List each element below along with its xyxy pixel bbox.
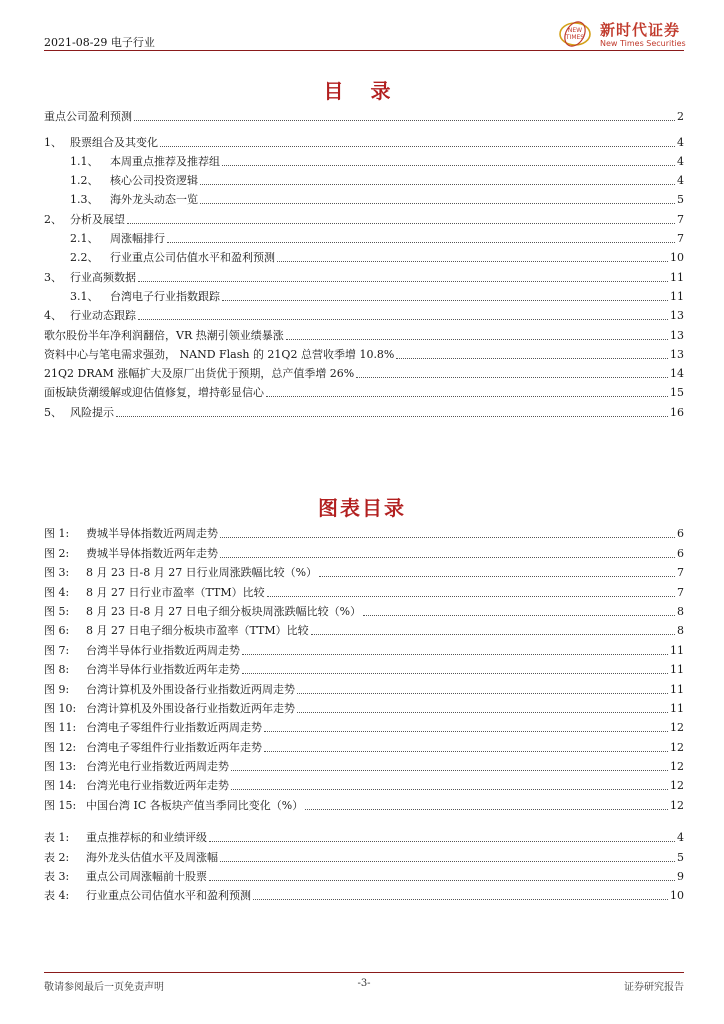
figure-entry-label — [44, 760, 231, 774]
header-divider — [44, 50, 684, 51]
toc-entry-page: 13 — [670, 347, 684, 361]
figure-entry-number: 图 9: — [44, 682, 70, 696]
table-entry-page: 10 — [670, 889, 684, 903]
figure-entry-label — [44, 683, 297, 697]
figure-entry-label — [44, 586, 267, 600]
figure-entry[interactable] — [44, 677, 684, 696]
figure-entry-text: 费城半导体指数近两周走势 — [86, 527, 218, 541]
dot-leader — [127, 223, 675, 224]
figure-entry-number: 图 1: — [44, 527, 70, 541]
dot-leader — [305, 809, 668, 810]
toc-entry-label — [70, 251, 277, 265]
toc-entry[interactable] — [44, 246, 684, 265]
figure-entry-label — [44, 702, 297, 716]
dot-leader — [200, 184, 675, 185]
toc-entry-label — [44, 271, 138, 285]
toc-entry-label — [44, 309, 138, 323]
figure-entry-page: 7 — [677, 585, 684, 599]
figure-entry-label — [44, 527, 220, 541]
figure-entry[interactable] — [44, 541, 684, 560]
figure-entry-label — [44, 547, 220, 561]
page-number: -3- — [357, 978, 371, 989]
page-header — [44, 18, 684, 52]
figure-entry-number: 图 14: — [44, 779, 77, 793]
figure-entry-page: 12 — [670, 760, 684, 774]
dot-leader — [396, 358, 668, 359]
toc-entry[interactable] — [44, 188, 684, 207]
table-entry-number: 表 2: — [44, 850, 70, 864]
toc-entry-text: 行业动态跟踪 — [70, 309, 136, 323]
toc-entry-text: 本周重点推荐及推荐组 — [110, 154, 220, 168]
figure-entry-number: 图 8: — [44, 663, 70, 677]
toc-entry-number: 3、 — [44, 270, 62, 284]
toc-entry-number: 4、 — [44, 309, 62, 323]
table-entry-page: 4 — [677, 831, 684, 845]
table-entry[interactable] — [44, 884, 684, 903]
figure-entry-number: 图 4: — [44, 585, 70, 599]
toc-entry-page: 13 — [670, 328, 684, 342]
toc-entry-number: 2.2、 — [70, 251, 99, 265]
table-entry-number: 表 4: — [44, 889, 70, 903]
figure-entry[interactable] — [44, 580, 684, 599]
figure-entry[interactable] — [44, 793, 684, 812]
dot-leader — [356, 377, 668, 378]
toc-entry-text: 21Q2 DRAM 涨幅扩大及原厂出货优于预期，总产值季增 26% — [44, 367, 355, 381]
dot-leader — [242, 673, 668, 674]
toc-entry[interactable] — [44, 265, 684, 284]
toc-entry-label — [44, 348, 396, 362]
logo-chinese-name: 新时代证券 — [600, 21, 681, 39]
figure-entry-label — [44, 644, 242, 658]
dot-leader — [264, 731, 668, 732]
table-entry-number: 表 1: — [44, 831, 70, 845]
toc-entry-text: 资料中心与笔电需求强劲， NAND Flash 的 21Q2 总营收季增 10.8% — [44, 347, 395, 361]
toc-entry-label — [70, 155, 222, 169]
toc-entry-text: 歌尔股份半年净利润翻倍，VR 热潮引领业绩暴涨 — [44, 328, 284, 342]
dot-leader — [134, 120, 675, 121]
toc-entry[interactable] — [44, 400, 684, 419]
figure-entry-text: 台湾电子零组件行业指数近两年走势 — [86, 740, 262, 754]
toc-entry-label — [44, 386, 266, 400]
toc-entry-page: 7 — [677, 212, 684, 226]
figures-toc-title: 图表目录 — [318, 496, 406, 520]
toc-entry-number: 1.3、 — [70, 193, 99, 207]
toc-entry[interactable] — [44, 343, 684, 362]
figure-entry[interactable] — [44, 600, 684, 619]
dot-leader — [160, 146, 675, 147]
table-entry-label — [44, 851, 220, 865]
toc-entry-page: 2 — [677, 110, 684, 124]
toc-entry-label — [44, 329, 286, 343]
footer-report-type: 证券研究报告 — [624, 982, 684, 993]
toc-entry[interactable] — [44, 130, 684, 149]
toc-entry-number: 2.1、 — [70, 232, 99, 246]
figure-entry-page: 12 — [670, 740, 684, 754]
figure-entry-page: 12 — [670, 779, 684, 793]
toc-entry-page: 10 — [670, 251, 684, 265]
toc-entry-page: 15 — [670, 386, 684, 400]
toc-entry[interactable] — [44, 323, 684, 342]
footer-disclaimer: 敬请参阅最后一页免责声明 — [44, 982, 164, 993]
dot-leader — [220, 557, 675, 558]
table-entry-text: 海外龙头估值水平及周涨幅 — [86, 850, 218, 864]
toc-entry-page: 4 — [677, 154, 684, 168]
table-entry-label — [44, 870, 209, 884]
figure-entry-text: 台湾半导体行业指数近两年走势 — [86, 663, 240, 677]
dot-leader — [138, 281, 668, 282]
toc-entry-text: 面板缺货潮缓解或迎估值修复，增持彰显信心 — [44, 386, 264, 400]
table-entry-page: 5 — [677, 850, 684, 864]
toc-entry-label — [44, 110, 134, 124]
toc-entry-page: 14 — [670, 367, 684, 381]
figure-entry[interactable] — [44, 735, 684, 754]
figure-entry-page: 11 — [670, 701, 684, 715]
toc-entry[interactable] — [44, 285, 684, 304]
figure-entry[interactable] — [44, 697, 684, 716]
figure-entry-page: 6 — [677, 546, 684, 560]
toc-title: 目 录 — [323, 79, 401, 103]
toc-entry-number: 1.2、 — [70, 174, 99, 188]
table-entry[interactable] — [44, 865, 684, 884]
company-logo — [534, 18, 684, 52]
figure-entry-number: 图 12: — [44, 740, 77, 754]
figure-entry-number: 图 5: — [44, 604, 70, 618]
figure-entry-number: 图 2: — [44, 546, 70, 560]
figure-entry-number: 图 3: — [44, 566, 70, 580]
dot-leader — [200, 203, 675, 204]
figure-entry-label — [44, 779, 231, 793]
figure-entry[interactable] — [44, 755, 684, 774]
toc-entry-number: 1.1、 — [70, 154, 99, 168]
dot-leader — [277, 261, 668, 262]
table-of-contents — [44, 105, 684, 420]
toc-entry-label — [70, 290, 222, 304]
figure-entry-number: 图 15: — [44, 798, 77, 812]
table-entry-page: 9 — [677, 869, 684, 883]
figures-list — [44, 522, 684, 813]
toc-entry-text: 分析及展望 — [70, 212, 125, 226]
toc-entry-page: 11 — [670, 289, 684, 303]
tables-list — [44, 826, 684, 903]
figure-entry-text: 台湾电子零组件行业指数近两周走势 — [86, 721, 262, 735]
toc-entry[interactable] — [44, 381, 684, 400]
toc-entry[interactable] — [44, 227, 684, 246]
logo-emblem-text: NEW — [567, 27, 583, 34]
figure-entry[interactable] — [44, 619, 684, 638]
figure-entry-label — [44, 566, 319, 580]
table-entry-text: 行业重点公司估值水平和盈利预测 — [86, 889, 251, 903]
logo-emblem-icon — [558, 20, 592, 48]
toc-entry-number: 5、 — [44, 405, 62, 419]
dot-leader — [222, 300, 668, 301]
table-entry[interactable] — [44, 826, 684, 845]
toc-entry-text: 重点公司盈利预测 — [44, 110, 132, 124]
toc-entry-text: 行业重点公司估值水平和盈利预测 — [110, 251, 275, 265]
table-entry-label — [44, 831, 209, 845]
toc-entry-page: 11 — [670, 270, 684, 284]
figure-entry[interactable] — [44, 658, 684, 677]
toc-entry[interactable] — [44, 150, 684, 169]
figure-entry-number: 图 10: — [44, 701, 77, 715]
toc-entry-text: 风险提示 — [70, 405, 114, 419]
toc-entry-text: 行业高频数据 — [70, 270, 136, 284]
toc-entry-number: 1、 — [44, 135, 62, 149]
figure-entry-text: 费城半导体指数近两年走势 — [86, 546, 218, 560]
toc-entry-page: 5 — [677, 193, 684, 207]
figure-entry-text: 8 月 23 日-8 月 27 日行业周涨跌幅比较（%） — [86, 566, 318, 580]
figure-entry[interactable] — [44, 638, 684, 657]
dot-leader — [253, 899, 668, 900]
header-date-industry: 2021-08-29 电子行业 — [44, 36, 155, 49]
dot-leader — [167, 242, 675, 243]
dot-leader — [231, 770, 668, 771]
toc-entry-text: 核心公司投资逻辑 — [110, 174, 198, 188]
dot-leader — [297, 693, 668, 694]
figure-entry-label — [44, 799, 305, 813]
toc-entry-page: 4 — [677, 174, 684, 188]
toc-entry-page: 7 — [677, 232, 684, 246]
figure-entry-page: 6 — [677, 527, 684, 541]
toc-entry-page: 13 — [670, 309, 684, 323]
toc-entry-text: 海外龙头动态一览 — [110, 193, 198, 207]
dot-leader — [220, 861, 675, 862]
toc-entry[interactable] — [44, 169, 684, 188]
table-entry-text: 重点公司周涨幅前十股票 — [86, 869, 207, 883]
figure-entry-label — [44, 663, 242, 677]
toc-entry-label — [44, 406, 116, 420]
figure-entry-number: 图 13: — [44, 760, 77, 774]
toc-entry-label — [70, 174, 200, 188]
toc-entry[interactable] — [44, 105, 684, 124]
figure-entry-page: 11 — [670, 663, 684, 677]
dot-leader — [220, 537, 675, 538]
toc-entry-label — [70, 232, 167, 246]
toc-entry-label — [44, 213, 127, 227]
dot-leader — [116, 416, 668, 417]
toc-entry-text: 周涨幅排行 — [110, 232, 165, 246]
dot-leader — [209, 841, 675, 842]
figure-entry-text: 8 月 27 日行业市盈率（TTM）比较 — [86, 585, 265, 599]
toc-entry-number: 2、 — [44, 212, 62, 226]
dot-leader — [267, 596, 675, 597]
figure-entry-label — [44, 624, 311, 638]
dot-leader — [209, 880, 675, 881]
table-entry[interactable] — [44, 845, 684, 864]
figure-entry-label — [44, 721, 264, 735]
dot-leader — [231, 789, 668, 790]
figure-entry[interactable] — [44, 774, 684, 793]
figure-entry[interactable] — [44, 522, 684, 541]
figure-entry-text: 台湾半导体行业指数近两周走势 — [86, 643, 240, 657]
svg-text:TIMES: TIMES — [565, 34, 585, 41]
figure-entry-text: 台湾计算机及外围设备行业指数近两年走势 — [86, 701, 295, 715]
figure-entry-text: 8 月 23 日-8 月 27 日电子细分板块周涨跌幅比较（%） — [86, 604, 362, 618]
dot-leader — [286, 339, 668, 340]
figure-entry[interactable] — [44, 716, 684, 735]
figure-entry-page: 12 — [670, 798, 684, 812]
figure-entry-text: 8 月 27 日电子细分板块市盈率（TTM）比较 — [86, 624, 309, 638]
figure-entry-text: 中国台湾 IC 各板块产值当季同比变化（%） — [86, 798, 304, 812]
toc-entry-page: 16 — [670, 405, 684, 419]
figure-entry-page: 8 — [677, 624, 684, 638]
toc-entry-label — [70, 193, 200, 207]
footer-divider — [44, 972, 684, 973]
toc-entry-number: 3.1、 — [70, 289, 99, 303]
figure-entry-text: 台湾计算机及外围设备行业指数近两周走势 — [86, 682, 295, 696]
toc-entry[interactable] — [44, 362, 684, 381]
dot-leader — [297, 712, 668, 713]
table-entry-label — [44, 889, 253, 903]
toc-entry-label — [44, 367, 356, 381]
table-entry-number: 表 3: — [44, 869, 70, 883]
figure-entry-number: 图 6: — [44, 624, 70, 638]
dot-leader — [311, 634, 675, 635]
toc-entry[interactable] — [44, 304, 684, 323]
dot-leader — [266, 396, 668, 397]
dot-leader — [264, 751, 668, 752]
toc-entry-text: 股票组合及其变化 — [70, 135, 158, 149]
figure-entry-number: 图 11: — [44, 721, 77, 735]
figure-entry-label — [44, 605, 363, 619]
toc-entry-text: 台湾电子行业指数跟踪 — [110, 289, 220, 303]
dot-leader — [242, 654, 668, 655]
toc-entry-label — [44, 136, 160, 150]
figure-entry-page: 12 — [670, 721, 684, 735]
logo-english-name: New Times Securities — [600, 39, 686, 48]
dot-leader — [363, 615, 675, 616]
figure-entry-page: 8 — [677, 604, 684, 618]
dot-leader — [138, 319, 668, 320]
dot-leader — [319, 576, 675, 577]
figure-entry-page: 7 — [677, 566, 684, 580]
table-entry-text: 重点推荐标的和业绩评级 — [86, 831, 207, 845]
figure-entry-page: 11 — [670, 643, 684, 657]
figure-entry-text: 台湾光电行业指数近两周走势 — [86, 760, 229, 774]
dot-leader — [222, 165, 675, 166]
toc-entry-page: 4 — [677, 135, 684, 149]
figure-entry-label — [44, 741, 264, 755]
figure-entry-text: 台湾光电行业指数近两年走势 — [86, 779, 229, 793]
figure-entry-number: 图 7: — [44, 643, 70, 657]
toc-entry[interactable] — [44, 207, 684, 226]
figure-entry[interactable] — [44, 561, 684, 580]
figure-entry-page: 11 — [670, 682, 684, 696]
